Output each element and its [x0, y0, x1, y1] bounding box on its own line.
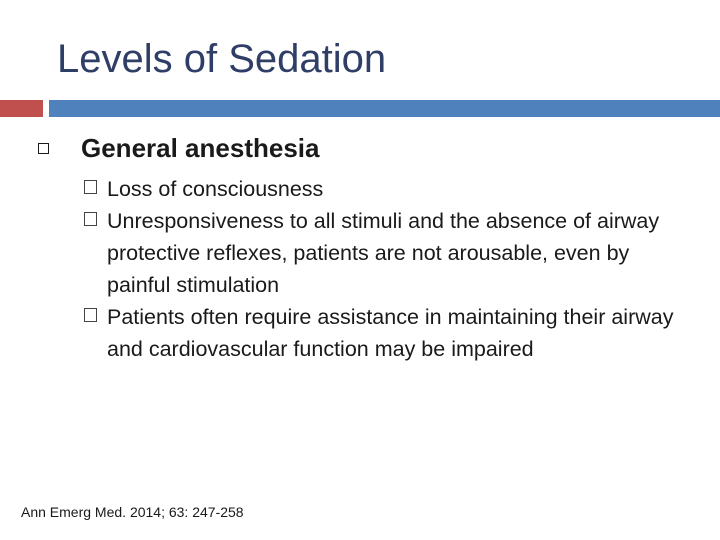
- slide-title: Levels of Sedation: [57, 37, 387, 81]
- box-bullet-icon: [84, 308, 97, 322]
- accent-bar-blue: [49, 100, 720, 117]
- citation: Ann Emerg Med. 2014; 63: 247-258: [21, 504, 244, 520]
- box-bullet-icon: [84, 180, 97, 194]
- sub-bullet-list: [84, 173, 684, 365]
- list-item: [84, 205, 684, 301]
- box-bullet-icon: [84, 212, 97, 226]
- list-item: [84, 173, 684, 205]
- list-item-text: Unresponsiveness to all stimuli and the absence of airway protective reflexes, patients are not arousable, even by painful stimulation: [107, 209, 660, 297]
- list-item-text: Patients often require assistance in maintaining their airway and cardiovascular function may be impaired: [107, 305, 674, 361]
- square-bullet-icon: [38, 143, 49, 154]
- list-item-text: Loss of consciousness: [107, 177, 324, 201]
- list-item: [84, 301, 684, 365]
- bullet-heading: General anesthesia: [81, 133, 320, 163]
- accent-bar-red: [0, 100, 43, 117]
